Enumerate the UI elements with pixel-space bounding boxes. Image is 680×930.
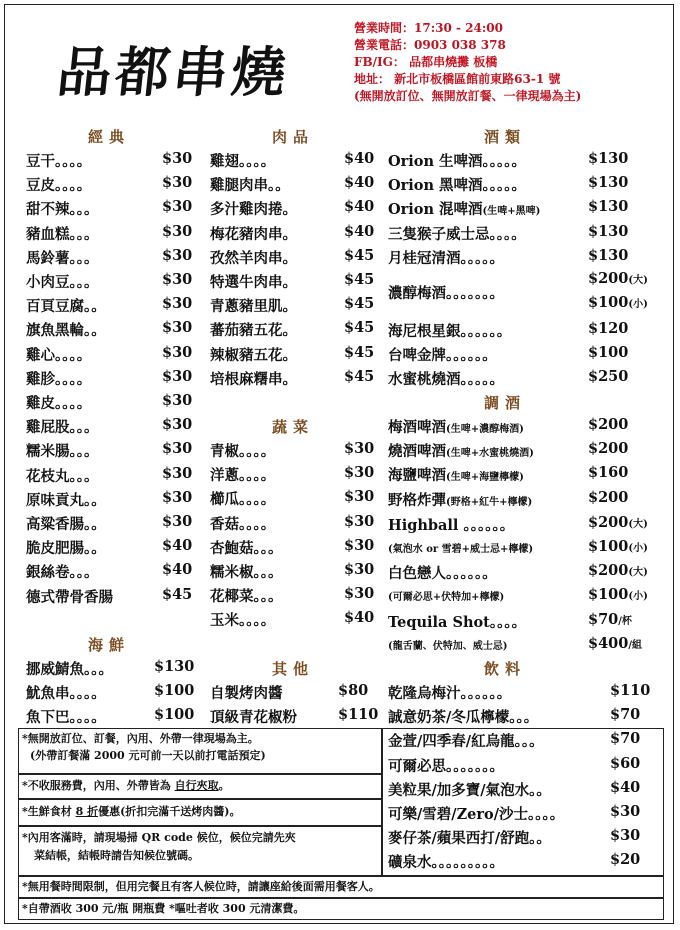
menu-item bbox=[388, 174, 658, 196]
item-note: (龍舌蘭、伏特加、威士忌) bbox=[388, 641, 508, 652]
menu-item bbox=[210, 682, 385, 704]
menu-item bbox=[26, 392, 196, 414]
menu-item bbox=[26, 368, 196, 390]
menu-item bbox=[210, 368, 375, 390]
item-name: 野格炸彈(野格+紅牛+檸檬) bbox=[388, 491, 533, 509]
menu-item bbox=[26, 319, 196, 341]
menu-item bbox=[210, 247, 375, 269]
item-price-small: $100 bbox=[588, 538, 629, 555]
item-price-large: $200 bbox=[588, 270, 629, 287]
item-name: 豆干。。。。 bbox=[26, 153, 92, 170]
menu-item bbox=[210, 295, 375, 317]
item-price: $45 bbox=[344, 319, 375, 337]
item-name: 孜然羊肉串。 bbox=[210, 249, 297, 267]
item-price: $30 bbox=[162, 513, 193, 530]
menu-item bbox=[26, 586, 196, 608]
item-price: $40 bbox=[344, 150, 375, 167]
item-name: 麥仔茶/蘋果西打/舒跑。。 bbox=[388, 830, 551, 848]
menu-item bbox=[26, 150, 196, 172]
item-price: $30 bbox=[162, 367, 193, 385]
item-price: $160 bbox=[588, 464, 629, 482]
category-other: 其他 bbox=[268, 658, 318, 679]
menu-item bbox=[26, 658, 196, 680]
business-phone: 營業電話：0903 038 378 bbox=[354, 38, 506, 52]
item-name: 梅酒啤酒(生啤+濃醇梅酒) bbox=[388, 419, 524, 436]
note-discount: *生鮮食材 8 折優惠(折扣完滿千送烤肉醬)。 bbox=[22, 805, 241, 818]
item-price-small: $100 bbox=[588, 586, 629, 603]
item-price-glass: $70 bbox=[588, 611, 619, 628]
menu-item bbox=[210, 464, 375, 486]
item-price: $70 bbox=[610, 706, 641, 724]
item-name: 白色戀人。。。。。。 bbox=[388, 565, 497, 582]
category-veg: 蔬菜 bbox=[268, 416, 318, 437]
menu-item bbox=[26, 223, 196, 245]
item-name: 特選牛肉串。 bbox=[210, 274, 297, 291]
item-price: $20 bbox=[610, 851, 641, 869]
item-price: $30 bbox=[344, 536, 375, 554]
item-name: 自製烤肉醬 bbox=[210, 685, 283, 702]
item-price: $40 bbox=[610, 778, 641, 796]
menu-item bbox=[388, 489, 658, 511]
item-price: $40 bbox=[344, 198, 375, 216]
item-name: 青蔥豬里肌。 bbox=[210, 298, 297, 316]
item-price: $40 bbox=[344, 174, 375, 192]
item-price: $200 bbox=[588, 488, 629, 506]
item-name: 台啤金牌。。。。。。 bbox=[388, 347, 497, 365]
item-name: 雞屁股。。。 bbox=[26, 419, 99, 437]
item-name: 糯米腸。。。 bbox=[26, 443, 99, 461]
item-note: (生啤+黑啤) bbox=[482, 206, 541, 218]
item-name: Orion 混啤酒(生啤+黑啤) bbox=[388, 201, 541, 219]
item-name: Highball 。。。。。。 bbox=[388, 517, 515, 534]
item-price: $110 bbox=[610, 682, 651, 699]
menu-item bbox=[210, 440, 375, 462]
note-reservation: *無開放訂位、訂餐，內用、外帶一律現場為主。 bbox=[22, 732, 259, 745]
menu-item bbox=[388, 464, 658, 486]
item-price: $30 bbox=[344, 488, 375, 506]
item-note: (生啤+海鹽檸檬) bbox=[446, 472, 524, 484]
item-name: 乾隆烏梅汁。。。。。。 bbox=[388, 685, 512, 702]
menu-item bbox=[210, 271, 375, 293]
item-name: 蕃茄豬五花。 bbox=[210, 322, 297, 340]
size-small: (小) bbox=[628, 543, 648, 554]
item-price-small: $100 bbox=[588, 294, 629, 311]
menu-item bbox=[210, 174, 375, 196]
item-name: 雞翅。。。。 bbox=[210, 153, 276, 170]
menu-item bbox=[388, 682, 658, 704]
item-name: 甜不辣。。。 bbox=[26, 201, 99, 219]
size-small: (小) bbox=[628, 591, 648, 602]
menu-item bbox=[210, 609, 375, 631]
menu-item bbox=[26, 295, 196, 317]
item-price: $40 bbox=[344, 222, 375, 240]
item-price: $200 bbox=[588, 440, 629, 458]
menu-item bbox=[388, 416, 658, 438]
menu-item bbox=[210, 223, 375, 245]
menu-item bbox=[388, 368, 658, 390]
item-name: 豬血糕。。。 bbox=[26, 225, 99, 243]
item-name: 青椒。。。。 bbox=[210, 443, 276, 460]
item-note: (可爾必思+伏特加+檸檬) bbox=[388, 592, 505, 603]
item-name: 月桂冠清酒。。。。。 bbox=[388, 249, 504, 267]
item-name: 培根麻糬串。 bbox=[210, 370, 297, 388]
item-price: $30 bbox=[162, 416, 193, 434]
menu-item bbox=[26, 440, 196, 462]
menu-item bbox=[388, 440, 658, 462]
item-price: $130 bbox=[588, 222, 629, 240]
restaurant-logo: 品都串燒 bbox=[54, 40, 293, 104]
item-name: 美粒果/加多寶/氣泡水。。 bbox=[388, 781, 551, 799]
item-price: $30 bbox=[162, 246, 193, 264]
item-price: $80 bbox=[338, 682, 369, 699]
menu-item-tequila bbox=[388, 611, 658, 633]
item-name: 豆皮。。。。 bbox=[26, 177, 92, 195]
item-price: $30 bbox=[610, 803, 641, 820]
item-price: $40 bbox=[162, 537, 193, 555]
category-drinks: 飲料 bbox=[480, 658, 530, 679]
item-name: 杏鮑菇。。。 bbox=[210, 539, 283, 557]
item-name: Tequila Shot。。。。 bbox=[388, 614, 527, 631]
item-note: (野格+紅牛+檸檬) bbox=[446, 496, 533, 508]
item-price: $130 bbox=[154, 658, 195, 675]
item-price: $45 bbox=[344, 246, 375, 264]
info-block bbox=[354, 20, 581, 105]
item-name: 雞腿肉串。。 bbox=[210, 177, 290, 195]
menu-item-plum-wine bbox=[388, 270, 658, 311]
menu-item bbox=[210, 706, 385, 728]
item-price: $250 bbox=[588, 368, 629, 386]
item-price: $30 bbox=[162, 198, 193, 216]
note-queue-2: 菜結帳，結帳時請告知候位號碼。 bbox=[34, 849, 199, 862]
item-name: 可樂/雪碧/Zero/沙士。。。。 bbox=[388, 806, 565, 823]
menu-item bbox=[388, 198, 658, 220]
menu-item bbox=[26, 416, 196, 438]
item-price: $120 bbox=[588, 320, 629, 337]
menu-item bbox=[26, 537, 196, 559]
item-name: 馬鈴薯。。。 bbox=[26, 249, 99, 267]
menu-item bbox=[210, 150, 375, 172]
item-name: 高粱香腸。。 bbox=[26, 516, 106, 533]
item-price: $130 bbox=[588, 198, 629, 216]
item-name: Orion 黑啤酒。。。。。 bbox=[388, 177, 527, 195]
item-price: $45 bbox=[162, 585, 193, 603]
business-hours: 營業時間：17:30 - 24:00 bbox=[354, 21, 503, 35]
menu-item bbox=[210, 561, 375, 583]
item-price: $45 bbox=[344, 271, 375, 288]
item-price: $130 bbox=[588, 246, 629, 264]
item-name: 礦泉水。。。。。。。。。 bbox=[388, 854, 504, 872]
item-name: 挪威鯖魚。。。 bbox=[26, 661, 113, 678]
item-name: 梅花豬肉串。 bbox=[210, 225, 297, 243]
menu-item-tequila-sub bbox=[388, 635, 658, 657]
item-name: 雞胗。。。。 bbox=[26, 370, 92, 388]
note-takeout-order: (外帶訂餐滿 2000 元可前一天以前打電話預定) bbox=[30, 749, 266, 762]
item-price: $30 bbox=[162, 392, 193, 409]
category-classic: 經典 bbox=[84, 126, 134, 147]
menu-item bbox=[388, 706, 658, 728]
menu-item bbox=[26, 682, 196, 704]
item-price: $70 bbox=[610, 730, 641, 748]
item-price: $30 bbox=[344, 440, 375, 457]
item-name: 花椰菜。。。 bbox=[210, 588, 283, 606]
item-price-set: $400 bbox=[588, 635, 629, 652]
item-note: (生啤+濃醇梅酒) bbox=[446, 424, 524, 435]
item-name: 金萱/四季春/紅烏龍。。。 bbox=[388, 733, 544, 751]
item-name: 香菇。。。。 bbox=[210, 515, 276, 533]
item-price: $30 bbox=[162, 464, 193, 482]
item-name: 魷魚串。。。。 bbox=[26, 685, 106, 703]
item-price: $30 bbox=[162, 343, 193, 361]
item-price: $100 bbox=[588, 344, 629, 362]
item-price: $130 bbox=[588, 174, 629, 192]
item-name: 雞心。。。。 bbox=[26, 346, 92, 364]
reservation-policy: (無開放訂位、無開放訂餐、一律現場為主) bbox=[354, 89, 582, 103]
item-price: $30 bbox=[162, 319, 193, 337]
item-name: Orion 生啤酒。。。。。 bbox=[388, 153, 527, 170]
drinks-box bbox=[382, 728, 664, 876]
item-price: $30 bbox=[344, 512, 375, 530]
menu-item bbox=[26, 174, 196, 196]
item-name: 誠意奶茶/冬瓜檸檬。。。 bbox=[388, 709, 539, 727]
menu-item-white-lover bbox=[388, 562, 658, 584]
item-price: $110 bbox=[338, 706, 379, 724]
item-name: 水蜜桃燒酒。。。。。 bbox=[388, 371, 504, 389]
unit-set: /組 bbox=[628, 640, 643, 651]
size-small: (小) bbox=[628, 299, 648, 310]
menu-item bbox=[26, 465, 196, 487]
category-meat: 肉品 bbox=[268, 126, 318, 147]
menu-item bbox=[26, 561, 196, 583]
item-price: $30 bbox=[162, 150, 193, 167]
item-price: $40 bbox=[344, 609, 375, 627]
menu-item-highball bbox=[388, 514, 658, 536]
note-queue-1: *內用客滿時，請現場掃 QR code 候位，候位完請先夾 bbox=[22, 831, 296, 844]
menu-item bbox=[26, 247, 196, 269]
note-time-limit: *無用餐時間限制，但用完餐且有客人候位時，請讓座給後面需用餐客人。 bbox=[22, 880, 380, 893]
item-price: $45 bbox=[344, 367, 375, 385]
item-price: $60 bbox=[610, 754, 641, 772]
item-name: 可爾必思。。。。。。。 bbox=[388, 757, 504, 775]
note-corkage: *自帶酒收 300 元/瓶 開瓶費 *嘔吐者收 300 元清潔費。 bbox=[22, 902, 305, 915]
category-seafood: 海鮮 bbox=[84, 634, 134, 655]
category-cocktail: 調酒 bbox=[480, 392, 530, 413]
item-price: $45 bbox=[344, 343, 375, 361]
menu-item bbox=[26, 513, 196, 535]
menu-item bbox=[210, 344, 375, 366]
item-price: $30 bbox=[162, 488, 193, 506]
item-price: $30 bbox=[162, 271, 193, 288]
unit-glass: /杯 bbox=[618, 616, 632, 627]
menu-item bbox=[388, 344, 658, 366]
menu-item bbox=[388, 150, 658, 172]
item-price: $130 bbox=[588, 150, 629, 167]
size-large: (大) bbox=[628, 519, 648, 530]
menu-item bbox=[26, 489, 196, 511]
item-price: $30 bbox=[162, 174, 193, 192]
item-name: 海尼根星銀。。。。。。 bbox=[388, 323, 512, 340]
item-name: 玉米。。。。 bbox=[210, 612, 276, 630]
item-price: $45 bbox=[344, 295, 375, 313]
social-handle: FB/IG： 品都串燒攤 板橋 bbox=[354, 55, 498, 69]
menu-item bbox=[26, 344, 196, 366]
item-price: $30 bbox=[610, 827, 641, 845]
menu-item bbox=[388, 247, 658, 269]
item-name: 海鹽啤酒(生啤+海鹽檸檬) bbox=[388, 467, 524, 485]
item-price: $40 bbox=[162, 561, 193, 579]
item-name: 頂級青花椒粉 bbox=[210, 709, 297, 727]
item-price: $100 bbox=[154, 682, 195, 700]
item-name: 旗魚黑輪。。 bbox=[26, 322, 106, 340]
item-name: 德式帶骨香腸 bbox=[26, 588, 113, 606]
note-service-fee: *不收服務費，內用、外帶皆為 自行夾取。 bbox=[22, 779, 230, 792]
item-price-large: $200 bbox=[588, 514, 629, 531]
item-name: 辣椒豬五花。 bbox=[210, 346, 297, 364]
menu-item-white-lover-sub bbox=[388, 586, 658, 608]
item-note: (氣泡水 or 雪碧+威士忌+檸檬) bbox=[388, 544, 534, 555]
item-price: $30 bbox=[162, 295, 193, 313]
item-price: $30 bbox=[344, 464, 375, 482]
menu-item bbox=[26, 706, 196, 728]
menu-item bbox=[210, 319, 375, 341]
menu-item bbox=[210, 488, 375, 510]
item-name: 洋蔥。。。。 bbox=[210, 467, 276, 485]
item-name: 原味貢丸。。 bbox=[26, 491, 106, 509]
item-name: 三隻猴子威士忌。。。。 bbox=[388, 225, 526, 243]
menu-item bbox=[388, 320, 658, 342]
size-large: (大) bbox=[628, 275, 648, 286]
item-name: 雞皮。。。。 bbox=[26, 395, 92, 412]
menu-item bbox=[388, 223, 658, 245]
menu-item bbox=[210, 198, 375, 220]
item-price: $30 bbox=[162, 222, 193, 240]
item-name: 濃醇梅酒。。。。。。。 bbox=[388, 285, 504, 302]
item-name: 小肉豆。。。 bbox=[26, 274, 99, 291]
item-name: 百頁豆腐。。 bbox=[26, 298, 106, 316]
size-large: (大) bbox=[628, 567, 648, 578]
menu-item-highball-sub bbox=[388, 538, 658, 560]
menu-item bbox=[210, 585, 375, 607]
item-name: 糯米椒。。。 bbox=[210, 564, 283, 581]
item-name: 銀絲卷。。。 bbox=[26, 564, 99, 582]
menu-item bbox=[210, 537, 375, 559]
menu-item bbox=[210, 513, 375, 535]
item-price-large: $200 bbox=[588, 562, 629, 579]
item-price: $30 bbox=[344, 585, 375, 603]
menu-item bbox=[26, 198, 196, 220]
item-note: (生啤+水蜜桃燒酒) bbox=[446, 448, 534, 460]
item-name: 燒酒啤酒(生啤+水蜜桃燒酒) bbox=[388, 443, 534, 461]
item-name: 櫛瓜。。。。 bbox=[210, 491, 276, 509]
address: 地址： 新北市板橋區館前東路63-1 號 bbox=[354, 72, 561, 86]
item-name: 脆皮肥腸。。 bbox=[26, 540, 106, 558]
item-name: 花枝丸。。。 bbox=[26, 467, 99, 485]
item-price: $30 bbox=[162, 440, 193, 458]
category-alcohol: 酒類 bbox=[480, 126, 530, 147]
item-name: 魚下巴。。。。 bbox=[26, 709, 106, 727]
menu-item bbox=[26, 271, 196, 293]
item-price: $30 bbox=[344, 561, 375, 578]
item-price: $100 bbox=[154, 706, 195, 724]
item-price: $200 bbox=[588, 416, 629, 433]
item-name: 多汁雞肉捲。 bbox=[210, 201, 297, 219]
